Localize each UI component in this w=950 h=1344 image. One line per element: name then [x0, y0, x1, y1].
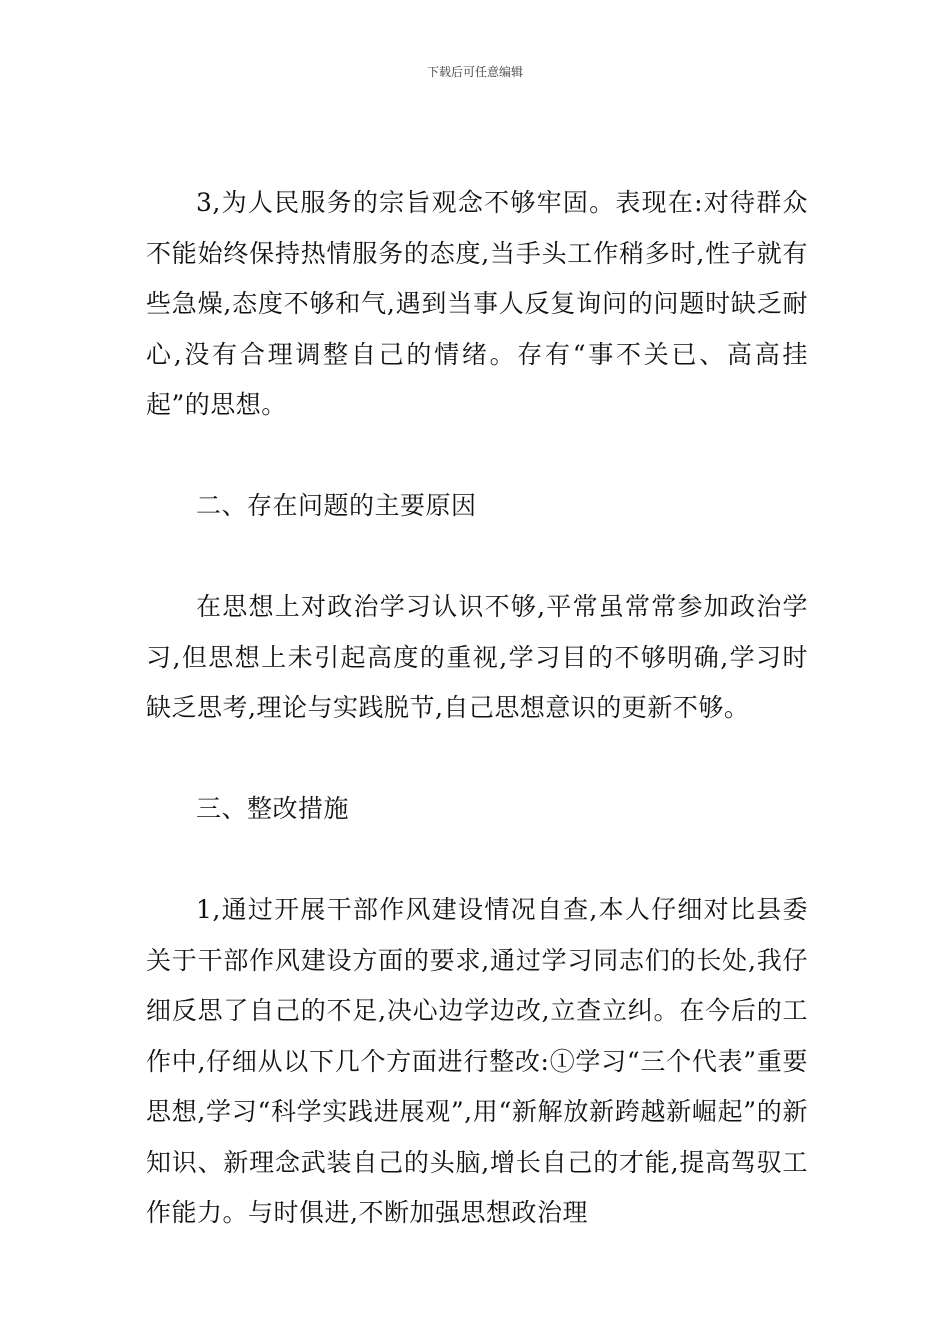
section-heading-measures: 三、整改措施 — [196, 794, 350, 823]
paragraph-gap — [146, 431, 808, 482]
section-heading-causes: 二、存在问题的主要原因 — [196, 491, 477, 520]
paragraph-gap — [146, 835, 808, 886]
paragraph-causes: 在思想上对政治学习认识不够,平常虽常常参加政治学习,但思想上未引起高度的重视,学习目的不够明确,学习时缺乏思考,理论与实践脱节,自己思想意识的更新不够。 — [146, 592, 808, 722]
paragraph-measures: 1,通过开展干部作风建设情况自查,本人仔细对比县委关于干部作风建设方面的要求,通过学习同志们的长处,我仔细反思了自己的不足,决心边学边改,立查立纠。在今后的工作中,仔细从以下几个方面进行整改:①学习“三个代表”重要思想,学习“科学实践进展观”,用“新解放新跨越新崛起”的新知识、新理念武装自己的头脑,增长自己的才能,提高驾驭工作能力。与时俱进,不断加强思想政治理 — [146, 895, 808, 1227]
page-header: 下载后可任意编辑 — [426, 65, 523, 79]
paragraph-service-attitude: 3,为人民服务的宗旨观念不够牢固。表现在:对待群众不能始终保持热情服务的态度,当手头工作稍多时,性子就有些急燥,态度不够和气,遇到当事人反复询问的问题时缺乏耐心,没有合理调整自己的情绪。存有“事不关已、高高挂起”的思想。 — [146, 188, 808, 419]
document-body — [146, 178, 808, 1239]
paragraph-gap — [146, 532, 808, 583]
paragraph-gap — [146, 734, 808, 785]
